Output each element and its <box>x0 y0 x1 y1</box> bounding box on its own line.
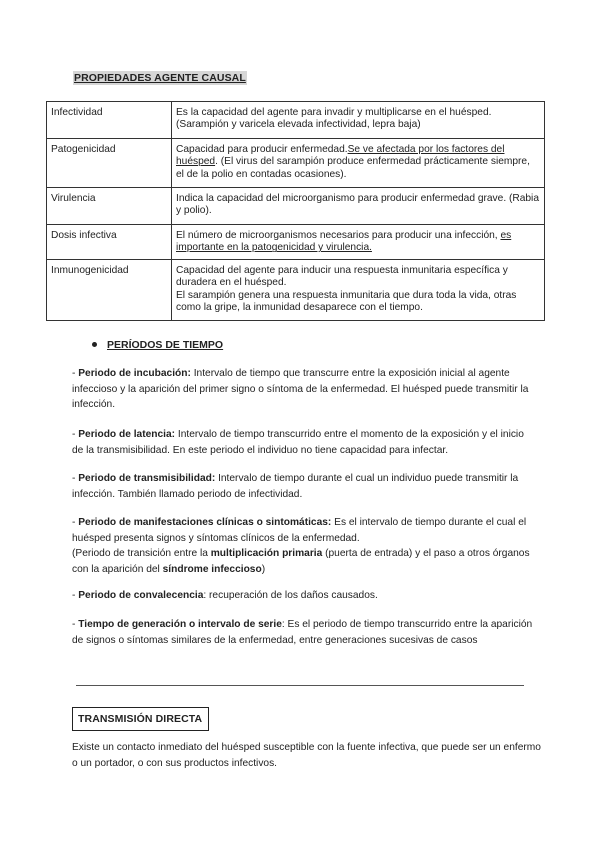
period-text: Intervalo de tiempo que transcurre entre la exposición inicial al agente infeccioso y la aparición del primer signo o síntoma de la enfermedad. El huésped puede transmitir la infección. <box>72 368 529 410</box>
term-cell: Dosis infectiva <box>47 225 172 260</box>
period-text: : recuperación de los daños causados. <box>203 590 378 601</box>
definition-text: Es la capacidad del agente para invadir y multiplicarse en el huésped. (Sarampión y varicela elevada infectividad, lepra baja) <box>176 107 492 131</box>
section-heading-propiedades: PROPIEDADES AGENTE CAUSAL <box>74 72 246 84</box>
period-convalecencia <box>72 588 534 604</box>
transition-note <box>72 548 530 575</box>
horizontal-divider <box>76 685 524 686</box>
period-text: Es el intervalo de tiempo durante el cual el huésped presenta signos y síntomas clínicos de la enfermedad. <box>72 517 527 544</box>
definition-text: . (El virus del sarampión produce enfermedad prácticamente siempre, el de la polio en contadas ocasiones). <box>176 156 530 180</box>
transmision-directa-heading: TRANSMISIÓN DIRECTA <box>72 707 209 731</box>
bullet-icon <box>92 342 97 347</box>
term-cell: Inmunogenicidad <box>47 260 172 321</box>
period-incubacion <box>72 366 534 413</box>
note-bold: multiplicación primaria <box>210 548 323 559</box>
period-text: Intervalo de tiempo transcurrido entre el momento de la exposición y el inicio de la transmisibilidad. En este periodo el individuo no tiene capacidad para infectar. <box>72 429 524 456</box>
term-cell: Virulencia <box>47 188 172 225</box>
dash: - <box>72 590 79 601</box>
period-text: Intervalo de tiempo durante el cual un individuo puede transmitir la infección. También llamado periodo de infectividad. <box>72 473 519 500</box>
table-row <box>47 188 545 225</box>
dash: - <box>72 619 79 630</box>
dash: - <box>72 517 79 528</box>
definition-cell <box>172 139 545 188</box>
definition-underlined-text: Se ve afectada por los factores del huésped <box>176 144 505 168</box>
table-row <box>47 139 545 188</box>
periods-heading <box>92 339 223 351</box>
period-term: Tiempo de generación o intervalo de serie <box>78 619 282 630</box>
note-bold: síndrome infeccioso <box>162 563 262 575</box>
properties-table <box>46 101 545 321</box>
period-term: Periodo de latencia: <box>78 429 176 440</box>
period-term: Periodo de manifestaciones clínicas o sintomáticas: <box>78 517 332 528</box>
definition-text: Capacidad para producir enfermedad. <box>176 144 348 155</box>
note-text: (puerta de entrada) y el paso a otros órganos con la aparición del <box>72 548 530 575</box>
period-transmisibilidad <box>72 471 534 502</box>
definition-text: Capacidad del agente para inducir una respuesta inmunitaria específica y duradera en el huésped. <box>176 265 508 289</box>
period-generacion <box>72 617 534 648</box>
definition-cell <box>172 225 545 260</box>
definition-cell <box>172 188 545 225</box>
table-row <box>47 102 545 139</box>
periods-heading-label: PERÍODOS DE TIEMPO <box>107 339 224 351</box>
term-cell: Infectividad <box>47 102 172 139</box>
term-cell: Patogenicidad <box>47 139 172 188</box>
definition-underlined-text: es importante en la patogenicidad y virulencia. <box>176 230 512 254</box>
period-term: Periodo de convalecencia <box>78 590 204 601</box>
period-text: : Es el periodo de tiempo transcurrido entre la aparición de signos o síntomas similares de la enfermedad, entre generaciones sucesivas de casos <box>72 619 533 646</box>
dash: - <box>72 473 79 484</box>
period-term: Periodo de transmisibilidad: <box>78 473 216 484</box>
note-text: (Periodo de transición entre la <box>72 548 211 559</box>
dash: - <box>72 368 79 379</box>
period-latencia <box>72 427 534 458</box>
transmision-directa-text: Existe un contacto inmediato del huésped susceptible con la fuente infectiva, que puede ser un enfermo o un portador, o con sus productos infectivos. <box>72 742 541 769</box>
definition-text: Indica la capacidad del microorganismo para producir enfermedad grave. (Rabia y polio). <box>176 193 539 217</box>
definition-cell <box>172 102 545 139</box>
table-row <box>47 260 545 321</box>
definition-text: El número de microorganismos necesarios para producir una infección, <box>176 230 501 241</box>
definition-text-example: El sarampión genera una respuesta inmunitaria que dura toda la vida, otras como la gripe, la inmunidad desaparece con el tiempo. <box>176 289 517 314</box>
period-term: Periodo de incubación: <box>78 368 191 379</box>
dash: - <box>72 429 79 440</box>
table-row <box>47 225 545 260</box>
note-text: ) <box>261 563 266 575</box>
definition-cell <box>172 260 545 321</box>
period-manifestaciones <box>72 515 534 577</box>
